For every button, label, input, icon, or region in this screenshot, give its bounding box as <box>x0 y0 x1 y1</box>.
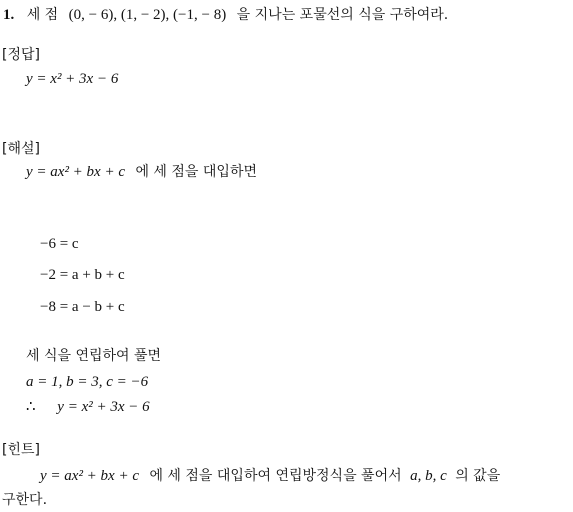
hint-header: [힌트] <box>2 442 40 458</box>
hint-equation: y = ax² + bx + c <box>40 468 139 484</box>
explanation-line1-text: 에 세 점을 대입하면 <box>135 164 257 180</box>
solve-text: 세 식을 연립하여 풀면 <box>26 348 162 364</box>
answer-equation <box>26 70 118 88</box>
solution-values: a = 1, b = 3, c = −6 <box>26 374 149 390</box>
hint-line1 <box>40 467 500 485</box>
system-equation-3: −8 = a − b + c <box>40 299 125 315</box>
problem-statement <box>3 6 448 24</box>
hint-variables: a, b, c <box>410 468 447 484</box>
explanation-line1 <box>26 163 257 181</box>
problem-points: (0, − 6), (1, − 2), (−1, − 8) <box>68 7 227 23</box>
problem-number: 1. <box>3 7 15 23</box>
system-equation-2: −2 = a + b + c <box>40 267 125 283</box>
therefore-symbol: ∴ <box>26 399 36 415</box>
problem-text-part1: 세 점 <box>26 7 59 23</box>
general-form-equation: y = ax² + bx + c <box>26 164 125 180</box>
final-equation: y = x² + 3x − 6 <box>57 399 150 415</box>
hint-text-end: 의 값을 <box>455 468 501 484</box>
hint-text: 에 세 점을 대입하여 연립방정식을 풀어서 <box>149 468 402 484</box>
answer-header: [정답] <box>2 47 40 63</box>
answer-equation-text: y = x² + 3x − 6 <box>26 71 119 87</box>
explanation-header: [해설] <box>2 141 40 157</box>
problem-text-part2: 을 지나는 포물선의 식을 구하여라. <box>236 7 449 23</box>
system-equation-1: −6 = c <box>40 236 79 252</box>
final-answer-line <box>26 398 150 416</box>
hint-line2: 구한다. <box>2 492 48 508</box>
